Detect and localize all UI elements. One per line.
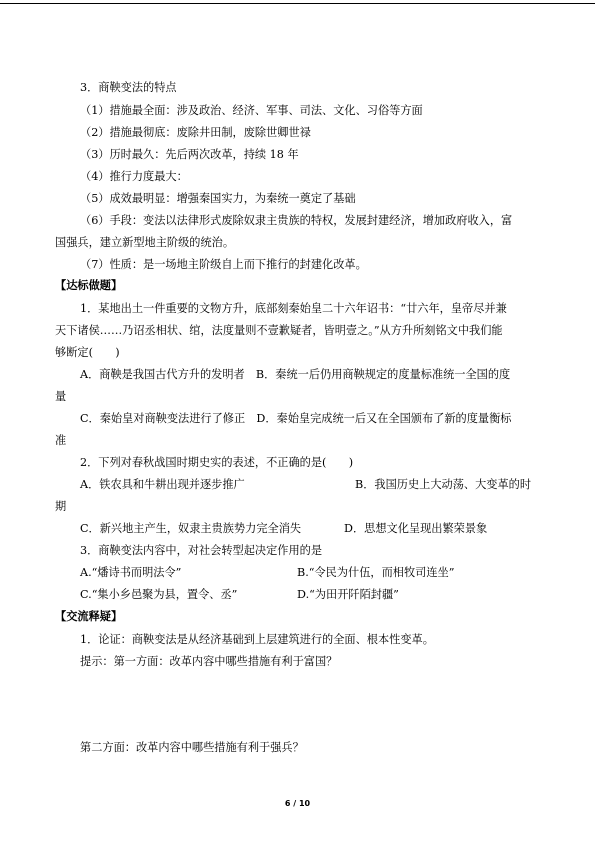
feature-item-3: （3）历时最久：先后两次改革，持续 18 年 xyxy=(80,148,299,161)
question-1-line-2: 天下诸侯……乃诏丞相状、绾，法度量则不壹歉疑者，皆明壹之。”从方升所刻铭文中我们能 xyxy=(55,324,503,337)
discussion-item-1: 1．论证：商鞅变法是从经济基础到上层建筑进行的全面、根本性变革。 xyxy=(80,633,434,646)
question-2-option-b-cont: 期 xyxy=(55,500,67,513)
discussion-hint-2: 第二方面：改革内容中哪些措施有利于强兵？ xyxy=(80,741,304,754)
question-1-option-c-d: C．秦始皇对商鞅变法进行了修正 D．秦始皇完成统一后又在全国颁布了新的度量衡标 xyxy=(80,412,512,425)
question-1-line-3: 够断定( ) xyxy=(55,346,120,359)
header-rule xyxy=(0,3,595,4)
question-3-option-a: A.“燔诗书而明法令” xyxy=(80,566,182,579)
section-heading-practice: 【达标做题】 xyxy=(55,279,123,292)
question-3-option-c: C.“集小乡邑聚为县，置令、丞” xyxy=(80,588,238,601)
feature-item-4: （4）推行力度最大： xyxy=(80,170,188,183)
section-title-features: 3．商鞅变法的特点 xyxy=(80,81,177,94)
feature-item-2: （2）措施最彻底：废除井田制，废除世卿世禄 xyxy=(80,126,311,139)
feature-item-1: （1）措施最全面：涉及政治、经济、军事、司法、文化、习俗等方面 xyxy=(80,104,423,117)
question-3-option-d: D.“为田开阡陌封疆” xyxy=(297,588,399,601)
feature-item-5: （5）成效最明显：增强秦国实力，为秦统一奠定了基础 xyxy=(80,192,356,205)
question-3: 3．商鞅变法内容中，对社会转型起决定作用的是 xyxy=(80,544,323,557)
question-2-option-d: D．思想文化呈现出繁荣景象 xyxy=(344,522,488,535)
question-1-line-1: 1．某地出土一件重要的文物方升，底部刻秦始皇二十六年诏书：“廿六年，皇帝尽并兼 xyxy=(80,302,507,315)
feature-item-7: （7）性质：是一场地主阶级自上而下推行的封建化改革。 xyxy=(80,258,367,271)
question-2-option-a: A．铁农具和牛耕出现并逐步推广 xyxy=(80,478,245,491)
question-1-option-a-b: A．商鞅是我国古代方升的发明者 B．秦统一后仍用商鞅规定的度量标准统一全国的度 xyxy=(80,368,511,381)
section-heading-discussion: 【交流释疑】 xyxy=(55,610,123,623)
feature-item-6: （6）手段：变法以法律形式废除奴隶主贵族的特权，发展封建经济，增加政府收入，富 xyxy=(80,214,513,227)
question-1-option-d-cont: 准 xyxy=(55,434,67,447)
page-number: 6 / 10 xyxy=(284,799,311,808)
question-1-option-b-cont: 量 xyxy=(55,390,67,403)
feature-item-6-cont: 国强兵，建立新型地主阶级的统治。 xyxy=(55,236,235,249)
question-2-option-b: B．我国历史上大动荡、大变革的时 xyxy=(355,478,532,491)
question-2-option-c: C．新兴地主产生，奴隶主贵族势力完全消失 xyxy=(80,522,302,535)
question-2: 2．下列对春秋战国时期史实的表述，不正确的是( ) xyxy=(80,456,354,469)
question-3-option-b: B.“令民为什伍，而相牧司连坐” xyxy=(297,566,455,579)
discussion-hint-1: 提示：第一方面：改革内容中哪些措施有利于富国？ xyxy=(80,655,338,668)
